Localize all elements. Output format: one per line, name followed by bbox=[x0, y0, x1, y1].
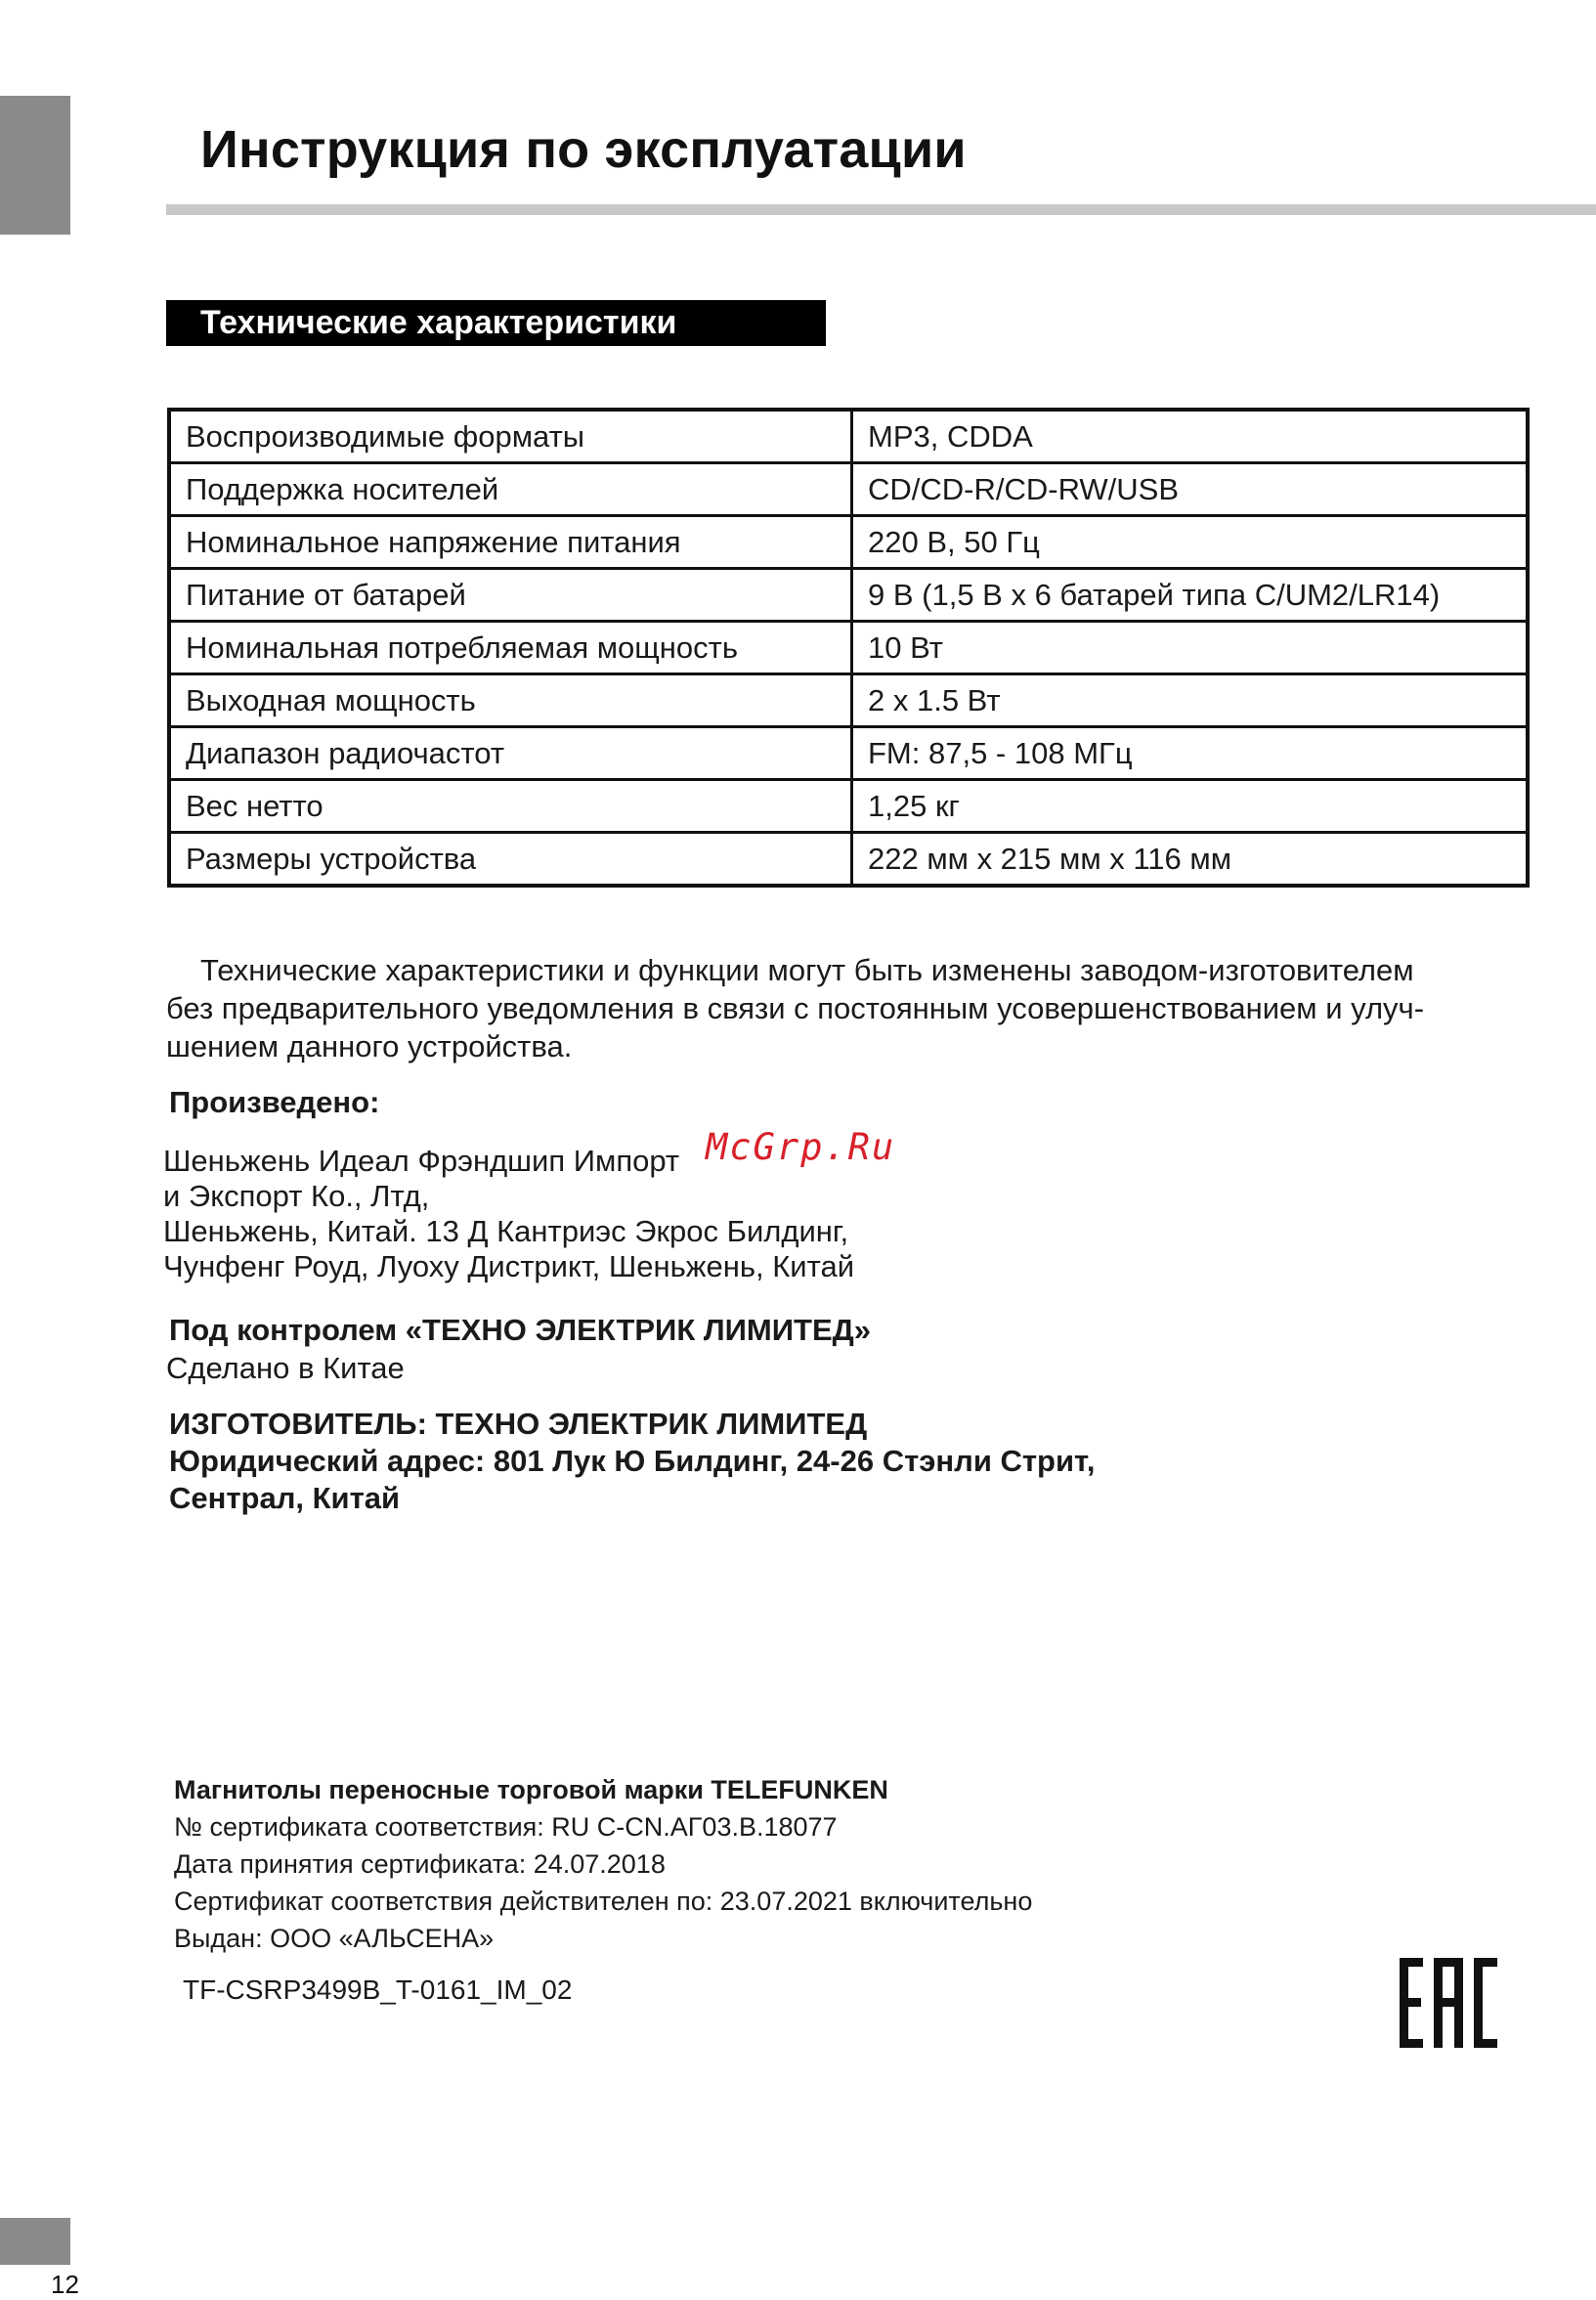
disclaimer-note bbox=[166, 951, 1554, 1065]
page-number-tab bbox=[0, 2218, 70, 2265]
spec-name: Размеры устройства bbox=[169, 833, 852, 887]
manufacturer-block bbox=[169, 1406, 1096, 1517]
spec-name: Питание от батарей bbox=[169, 569, 852, 622]
produced-heading: Произведено: bbox=[169, 1085, 380, 1119]
page-title: Инструкция по эксплуатации bbox=[200, 120, 967, 179]
section-title: Технические характеристики bbox=[200, 304, 677, 341]
spec-name: Номинальная потребляемая мощность bbox=[169, 622, 852, 674]
address-line: Шеньжень Идеал Фрэндшип Импорт bbox=[163, 1144, 680, 1178]
spec-value: CD/CD-R/CD-RW/USB bbox=[852, 463, 1529, 516]
table-row bbox=[169, 463, 1528, 516]
spec-value: 1,25 кг bbox=[852, 780, 1529, 833]
note-line: шением данного устройства. bbox=[166, 1029, 573, 1063]
specifications-table bbox=[167, 408, 1530, 888]
table-row bbox=[169, 410, 1528, 463]
certificate-line: Выдан: ООО «АЛЬСЕНА» bbox=[174, 1924, 495, 1953]
side-tab-marker bbox=[0, 96, 70, 235]
control-heading: Под контролем «ТЕХНО ЭЛЕКТРИК ЛИМИТЕД» bbox=[169, 1313, 871, 1347]
spec-name: Поддержка носителей bbox=[169, 463, 852, 516]
address-line: и Экспорт Ко., Лтд, bbox=[163, 1179, 430, 1213]
note-line: Технические характеристики и функции могут быть изменены заводом-изготовителем bbox=[200, 953, 1414, 987]
watermark-logo: McGrp.Ru bbox=[706, 1126, 896, 1168]
spec-value: FM: 87,5 - 108 МГц bbox=[852, 727, 1529, 780]
certificate-line: Сертификат соответствия действителен по: 23.07.2021 включительно bbox=[174, 1887, 1033, 1916]
spec-value: 2 x 1.5 Вт bbox=[852, 674, 1529, 727]
made-in-text: Сделано в Китае bbox=[166, 1351, 405, 1385]
title-divider bbox=[166, 204, 1596, 215]
table-row bbox=[169, 727, 1528, 780]
spec-name: Выходная мощность bbox=[169, 674, 852, 727]
table-row bbox=[169, 569, 1528, 622]
spec-name: Воспроизводимые форматы bbox=[169, 410, 852, 463]
page-number: 12 bbox=[51, 2270, 79, 2299]
manufacturer-line: Юридический адрес: 801 Лук Ю Билдинг, 24-26 Стэнли Стрит, bbox=[169, 1444, 1096, 1478]
manufacturer-line: ИЗГОТОВИТЕЛЬ: ТЕХНО ЭЛЕКТРИК ЛИМИТЕД bbox=[169, 1407, 868, 1441]
certificate-title: Магнитолы переносные торговой марки TELEFUNKEN bbox=[174, 1775, 888, 1804]
table-row bbox=[169, 622, 1528, 674]
spec-value: 220 В, 50 Гц bbox=[852, 516, 1529, 569]
spec-value: MP3, CDDA bbox=[852, 410, 1529, 463]
spec-name: Диапазон радиочастот bbox=[169, 727, 852, 780]
spec-value: 10 Вт bbox=[852, 622, 1529, 674]
spec-value: 222 мм x 215 мм x 116 мм bbox=[852, 833, 1529, 887]
table-row bbox=[169, 780, 1528, 833]
address-line: Чунфенг Роуд, Луоху Дистрикт, Шеньжень, Китай bbox=[163, 1249, 855, 1283]
spec-value: 9 В (1,5 В x 6 батарей типа C/UM2/LR14) bbox=[852, 569, 1529, 622]
certificate-block bbox=[174, 1771, 1032, 1957]
eac-mark-icon bbox=[1400, 1958, 1497, 2048]
certificate-line: № сертификата соответствия: RU C-CN.АГ03.В.18077 bbox=[174, 1812, 838, 1842]
table-row bbox=[169, 516, 1528, 569]
certificate-line: Дата принятия сертификата: 24.07.2018 bbox=[174, 1849, 666, 1879]
table-row bbox=[169, 674, 1528, 727]
spec-name: Вес нетто bbox=[169, 780, 852, 833]
note-line: без предварительного уведомления в связи с постоянным усовершенствованием и улуч- bbox=[166, 991, 1425, 1025]
address-line: Шеньжень, Китай. 13 Д Кантриэс Экрос Билдинг, bbox=[163, 1214, 849, 1248]
manufacturer-line: Сентрал, Китай bbox=[169, 1481, 401, 1515]
table-row bbox=[169, 833, 1528, 887]
document-code: TF-CSRP3499B_T-0161_IM_02 bbox=[183, 1975, 573, 2005]
spec-name: Номинальное напряжение питания bbox=[169, 516, 852, 569]
